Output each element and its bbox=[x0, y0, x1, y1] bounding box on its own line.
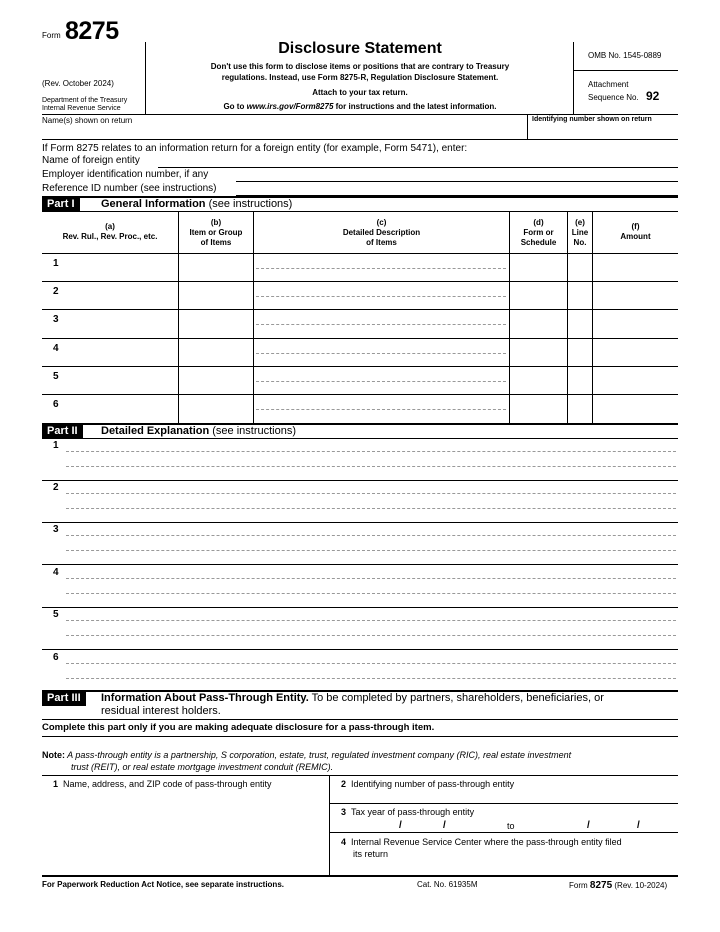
name-shown-label: Name(s) shown on return bbox=[42, 116, 133, 125]
sequence-label: Sequence No. bbox=[588, 93, 639, 102]
foreign-ein-label: Employer identification number, if any bbox=[42, 169, 209, 180]
col-c-header: (c) Detailed Description of Items bbox=[342, 218, 421, 247]
col-d-header: (d) Form or Schedule bbox=[520, 218, 557, 247]
instruction-line-2: regulations. Instead, use Form 8275-R, Regulation Disclosure Statement. bbox=[221, 73, 499, 82]
date-slash: / bbox=[399, 820, 402, 831]
pass-through-name-address-field[interactable] bbox=[44, 792, 326, 872]
col-e-header: (e) Line No. bbox=[571, 218, 589, 247]
irs-service-center-field[interactable] bbox=[342, 862, 676, 874]
part-ii-title: Detailed Explanation (see instructions) bbox=[101, 425, 297, 437]
revision-date: (Rev. October 2024) bbox=[42, 79, 114, 88]
omb-number: OMB No. 1545-0889 bbox=[588, 51, 662, 60]
line-2-label: 2 Identifying number of pass-through entity bbox=[341, 779, 515, 789]
date-slash: / bbox=[443, 820, 446, 831]
identifying-number-label: Identifying number shown on return bbox=[532, 116, 652, 123]
line-3-label: 3 Tax year of pass-through entity bbox=[341, 807, 475, 817]
attach-instruction: Attach to your tax return. bbox=[312, 88, 408, 97]
to-label: to bbox=[507, 821, 515, 831]
row-number: 2 bbox=[53, 286, 59, 297]
catalog-number: Cat. No. 61935M bbox=[417, 880, 478, 889]
paperwork-notice: For Paperwork Reduction Act Notice, see separate instructions. bbox=[42, 880, 284, 889]
irs-url[interactable]: www.irs.gov/Form8275 bbox=[246, 102, 334, 111]
part-iii-tag: Part III bbox=[42, 691, 86, 706]
part-iii-title: Information About Pass-Through Entity. To be completed by partners, shareholders, beneficiaries, or residual interest holders. bbox=[101, 692, 604, 717]
date-slash: / bbox=[637, 820, 640, 831]
date-slash: / bbox=[587, 820, 590, 831]
form-title: Disclosure Statement bbox=[278, 40, 442, 57]
row-number: 4 bbox=[53, 343, 59, 354]
part-i-tag: Part I bbox=[42, 197, 80, 212]
row-number: 5 bbox=[53, 609, 59, 620]
foreign-entity-intro: If Form 8275 relates to an information return for a foreign entity (for example, Form 5471), enter: bbox=[42, 143, 468, 154]
form-number: 8275 bbox=[65, 17, 119, 45]
tax-year-start-field[interactable] bbox=[370, 819, 500, 831]
pass-through-note: Note: A pass-through entity is a partnership, S corporation, estate, trust, regulated investment company (RIC), real estate investment trust (REIT), or real estate mortgage investment conduit (REMIC). bbox=[42, 750, 572, 772]
instruction-line-1: Don't use this form to disclose items or positions that are contrary to Treasury bbox=[210, 62, 510, 71]
col-b-header: (b) Item or Group of Items bbox=[189, 218, 243, 247]
col-f-header: (f) Amount bbox=[620, 222, 651, 241]
footer-form-id: Form 8275 (Rev. 10-2024) bbox=[569, 880, 668, 891]
complete-instruction: Complete this part only if you are making adequate disclosure for a pass-through item. bbox=[42, 722, 435, 733]
row-number: 3 bbox=[53, 524, 59, 535]
tax-year-end-field[interactable] bbox=[525, 819, 675, 831]
line-1-label: 1 Name, address, and ZIP code of pass-through entity bbox=[53, 779, 272, 789]
dept-irs: Internal Revenue Service bbox=[42, 105, 121, 112]
attachment-label: Attachment bbox=[588, 80, 629, 89]
sequence-number: 92 bbox=[646, 89, 660, 103]
dept-treasury: Department of the Treasury bbox=[42, 97, 128, 104]
part-i-title: General Information (see instructions) bbox=[101, 198, 293, 210]
row-number: 6 bbox=[53, 399, 59, 410]
col-a-header: (a) Rev. Rul., Rev. Proc., etc. bbox=[62, 222, 158, 241]
reference-id-label: Reference ID number (see instructions) bbox=[42, 183, 217, 194]
foreign-entity-name-field[interactable] bbox=[158, 155, 678, 167]
foreign-entity-name-label: Name of foreign entity bbox=[42, 155, 140, 166]
name-shown-field[interactable] bbox=[44, 125, 524, 138]
form-label: Form bbox=[42, 31, 61, 40]
part-ii-tag: Part II bbox=[42, 424, 83, 439]
row-number: 2 bbox=[53, 482, 59, 493]
foreign-ein-field[interactable] bbox=[236, 169, 678, 181]
row-number: 1 bbox=[53, 258, 59, 269]
pass-through-id-field[interactable] bbox=[342, 790, 676, 802]
row-number: 1 bbox=[53, 440, 59, 451]
line-4-label: 4 Internal Revenue Service Center where the pass-through entity filed its return bbox=[341, 837, 622, 859]
reference-id-field[interactable] bbox=[236, 183, 678, 195]
identifying-number-field[interactable] bbox=[530, 125, 676, 138]
row-number: 3 bbox=[53, 314, 59, 325]
goto-instruction: Go to www.irs.gov/Form8275 for instructions and the latest information. bbox=[223, 102, 497, 111]
row-number: 6 bbox=[53, 652, 59, 663]
row-number: 4 bbox=[53, 567, 59, 578]
row-number: 5 bbox=[53, 371, 59, 382]
